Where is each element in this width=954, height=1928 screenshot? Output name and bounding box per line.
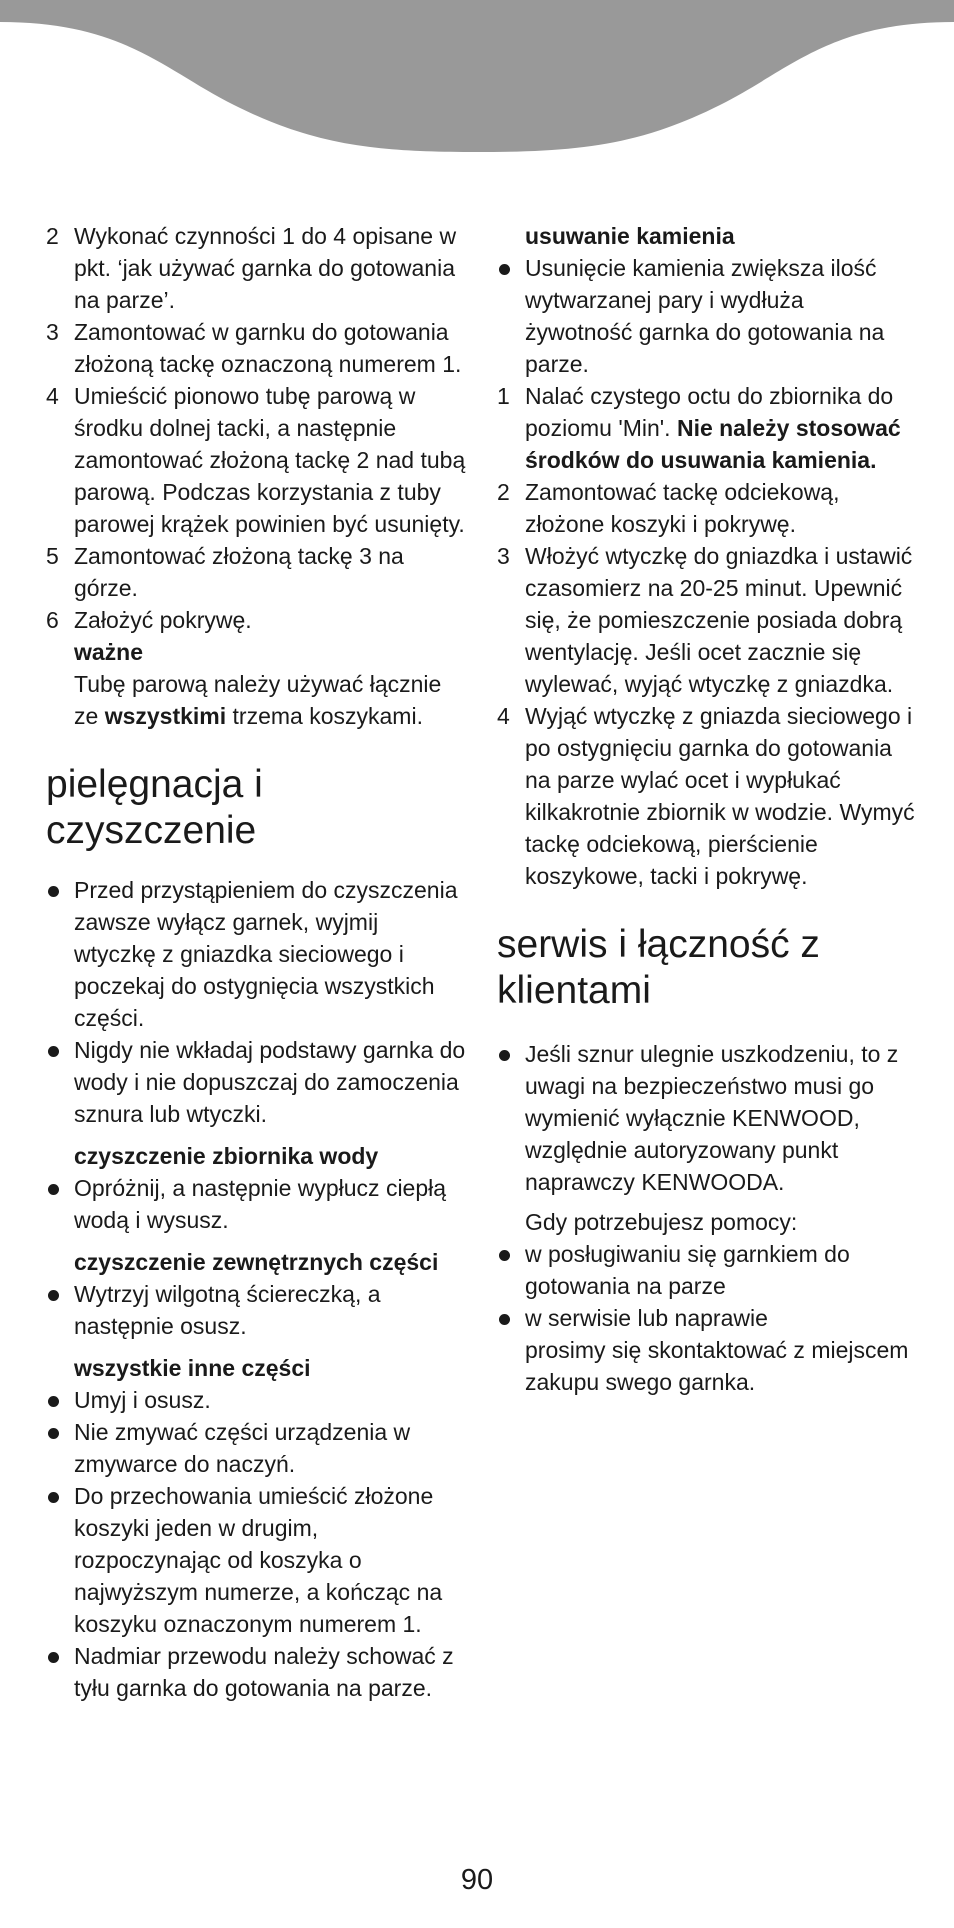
service-bullet: Jeśli sznur ulegnie uszkodzeniu, to z uwagi na bezpieczeństwo musi go wymienić wyłącznie KENWOOD, względnie autoryzowany punkt naprawczy KENWOODA. <box>497 1038 917 1198</box>
care-bullet: Nigdy nie wkładaj podstawy garnka do wody i nie dopuszczaj do zamoczenia sznura lub wtyczki. <box>46 1034 466 1130</box>
other-bullet: Umyj i osusz. <box>46 1384 466 1416</box>
steps-list <box>46 220 466 636</box>
service-section-title: serwis i łączność z klientami <box>497 923 820 1012</box>
bullet-icon <box>48 886 59 897</box>
descaling-step: 1 Nalać czystego octu do zbiornika do poziomu 'Min'. Nie należy stosować środków do usuwania kamienia. <box>497 383 901 473</box>
descaling-heading: usuwanie kamienia <box>525 223 735 249</box>
step-item: 2 Wykonać czynności 1 do 4 opisane w pkt. ‘jak używać garnka do gotowania na parze’. <box>46 223 457 313</box>
descaling-step: 2 Zamontować tackę odciekową, złożone koszyki i pokrywę. <box>497 479 840 537</box>
tank-cleaning-heading: czyszczenie zbiornika wody <box>74 1143 379 1169</box>
exterior-cleaning-heading: czyszczenie zewnętrznych części <box>74 1249 439 1275</box>
step-item: 6 Założyć pokrywę. <box>46 607 252 633</box>
bullet-icon <box>48 1652 59 1663</box>
help-bullet: w serwisie lub naprawie <box>497 1302 917 1334</box>
other-parts-heading: wszystkie inne części <box>74 1355 311 1381</box>
descaling-step: 3 Włożyć wtyczkę do gniazdka i ustawić czasomierz na 20-25 minut. Upewnić się, że pomieszczenie posiada dobrą wentylację. Jeśli ocet zacznie się wylewać, wyjąć wtyczkę z gniazdka. <box>497 543 913 697</box>
bullet-icon <box>48 1492 59 1503</box>
other-bullet: Nadmiar przewodu należy schować z tyłu garnka do gotowania na parze. <box>46 1640 466 1704</box>
care-section-title: pielęgnacja i czyszczenie <box>46 763 263 852</box>
step-item: 4 Umieścić pionowo tubę parową w środku dolnej tacki, a następnie zamontować złożoną tackę 2 nad tubą parową. Podczas korzystania z tuby parowej krążek powinien być usunięty. <box>46 383 466 537</box>
step-item: 5 Zamontować złożoną tackę 3 na górze. <box>46 543 404 601</box>
care-bullet: Przed przystąpieniem do czyszczenia zawsze wyłącz garnek, wyjmij wtyczkę z gniazdka sieciowego i poczekaj do ostygnięcia wszystkich części. <box>46 874 466 1034</box>
header-decoration <box>0 0 954 155</box>
help-intro: Gdy potrzebujesz pomocy: <box>525 1209 798 1235</box>
exterior-bullet: Wytrzyj wilgotną ściereczką, a następnie osusz. <box>46 1278 466 1342</box>
bullet-icon <box>499 264 510 275</box>
bullet-icon <box>499 1050 510 1061</box>
bullet-icon <box>48 1184 59 1195</box>
descaling-step: 4 Wyjąć wtyczkę z gniazda sieciowego i po ostygnięciu garnka do gotowania na parze wylać ocet i wypłukać kilkakrotnie zbiornik w wodzie. Wymyć tackę odciekową, pierścienie koszykowe, tacki i pokrywę. <box>497 703 915 889</box>
tank-bullet: Opróżnij, a następnie wypłucz ciepłą wodą i wysusz. <box>46 1172 466 1236</box>
important-heading: ważne <box>74 639 144 665</box>
descaling-bullet: Usunięcie kamienia zwiększa ilość wytwarzanej pary i wydłuża żywotność garnka do gotowania na parze. <box>497 252 917 380</box>
bullet-icon <box>48 1290 59 1301</box>
bullet-icon <box>499 1314 510 1325</box>
left-column <box>46 220 466 1704</box>
help-outro: prosimy się skontaktować z miejscem zakupu swego garnka. <box>525 1337 909 1395</box>
right-column <box>497 220 917 1398</box>
other-bullet: Nie zmywać części urządzenia w zmywarce do naczyń. <box>46 1416 466 1480</box>
page-number: 90 <box>460 1864 494 1896</box>
bullet-icon <box>48 1428 59 1439</box>
bullet-icon <box>48 1396 59 1407</box>
other-bullet: Do przechowania umieścić złożone koszyki jeden w drugim, rozpoczynając od koszyka o najwyższym numerze, a kończąc na koszyku oznaczonym numerem 1. <box>46 1480 466 1640</box>
step-item: 3 Zamontować w garnku do gotowania złożoną tackę oznaczoną numerem 1. <box>46 319 462 377</box>
help-bullet: w posługiwaniu się garnkiem do gotowania na parze <box>497 1238 917 1302</box>
important-note: Tubę parową należy używać łącznie ze wszystkimi trzema koszykami. <box>74 671 442 729</box>
bullet-icon <box>48 1046 59 1057</box>
bullet-icon <box>499 1250 510 1261</box>
